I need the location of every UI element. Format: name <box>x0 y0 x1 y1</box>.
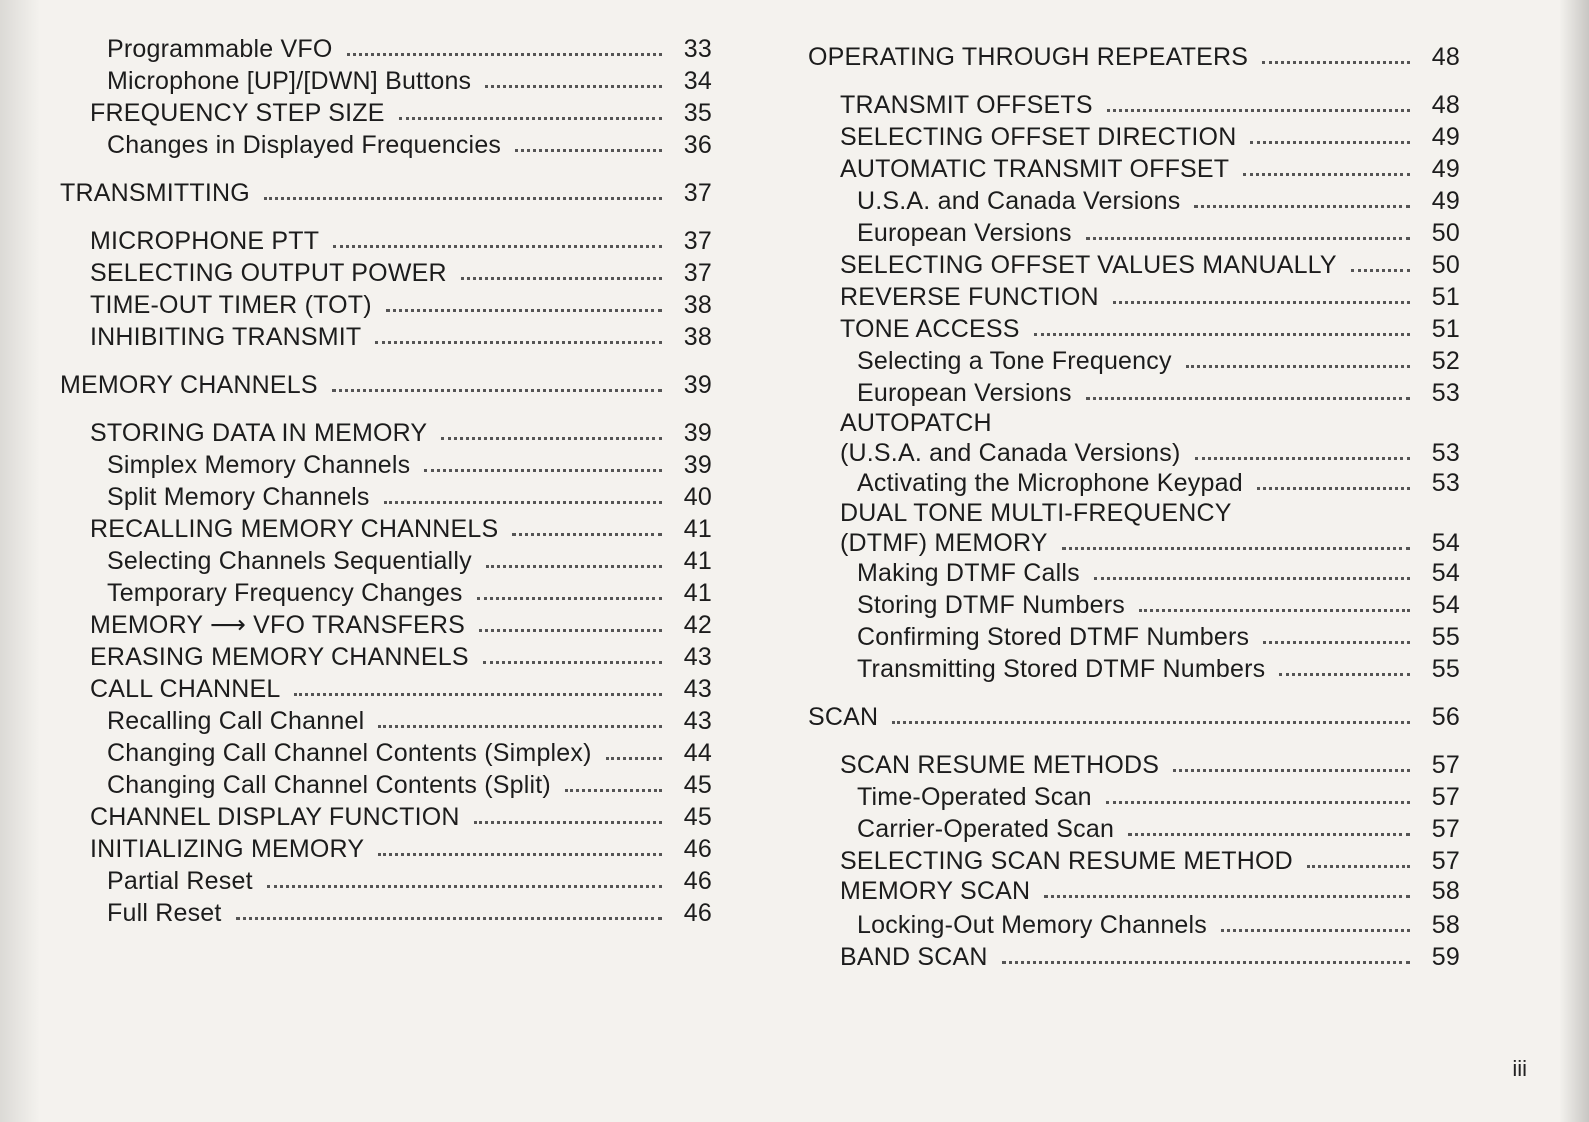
toc-entry-title: Making DTMF Calls <box>857 559 1080 587</box>
toc-entry <box>857 554 1460 588</box>
toc-entry-page-number: 43 <box>683 643 712 671</box>
toc-entry <box>90 830 712 864</box>
toc-entry-title: SELECTING OFFSET VALUES MANUALLY <box>840 251 1337 279</box>
toc-entry <box>840 310 1460 344</box>
dot-leader <box>236 917 662 920</box>
dot-leader <box>477 597 662 600</box>
toc-entry <box>90 414 712 448</box>
dot-leader <box>1139 609 1410 612</box>
toc-entry-title: MICROPHONE PTT <box>90 227 320 255</box>
toc-entry-page-number: 38 <box>683 323 712 351</box>
dot-leader <box>332 389 662 392</box>
dot-leader <box>1113 301 1410 304</box>
dot-leader <box>386 309 662 312</box>
toc-entry-title: (U.S.A. and Canada Versions) <box>840 439 1181 467</box>
dot-leader <box>1194 205 1410 208</box>
toc-entry-page-number: 50 <box>1431 251 1460 279</box>
toc-entry-page-number: 41 <box>683 515 712 543</box>
toc-entry-page-number: 54 <box>1431 591 1460 619</box>
toc-right-column <box>800 0 1480 1122</box>
dot-leader <box>1107 109 1410 112</box>
toc-entry <box>90 638 712 672</box>
toc-entry-page-number: 44 <box>683 739 712 767</box>
toc-entry-page-number: 59 <box>1431 943 1460 971</box>
toc-entry <box>840 278 1460 312</box>
toc-entry-page-number: 52 <box>1431 347 1460 375</box>
toc-entry-title: STORING DATA IN MEMORY <box>90 419 428 447</box>
toc-entry <box>107 62 712 96</box>
toc-entry-title: AUTOMATIC TRANSMIT OFFSET <box>840 155 1230 183</box>
toc-entry-title: Changes in Displayed Frequencies <box>107 131 502 159</box>
toc-entry-title: SCAN RESUME METHODS <box>840 751 1160 779</box>
toc-entry-page-number: 37 <box>683 259 712 287</box>
toc-entry-page-number: 46 <box>683 899 712 927</box>
toc-entry <box>107 734 712 768</box>
toc-entry-title: MEMORY CHANNELS <box>60 371 318 399</box>
toc-entry-page-number: 58 <box>1431 877 1460 905</box>
toc-entry <box>857 374 1460 408</box>
toc-entry-title: SELECTING OFFSET DIRECTION <box>840 123 1237 151</box>
toc-entry <box>808 38 1460 72</box>
toc-entry <box>857 182 1460 216</box>
toc-entry <box>107 126 712 160</box>
toc-entry-title: BAND SCAN <box>840 943 988 971</box>
toc-entry-title: TONE ACCESS <box>840 315 1020 343</box>
toc-entry <box>107 446 712 480</box>
toc-entry <box>107 478 712 512</box>
toc-entry-page-number: 55 <box>1431 623 1460 651</box>
toc-entry-title: MEMORY SCAN <box>840 877 1031 905</box>
dot-leader <box>1044 895 1410 898</box>
toc-entry-title: Selecting Channels Sequentially <box>107 547 472 575</box>
dot-leader <box>1086 397 1410 400</box>
page-edge-shadow <box>1559 0 1589 1122</box>
dot-leader <box>1173 769 1410 772</box>
dot-leader <box>1221 929 1410 932</box>
toc-entry-page-number: 53 <box>1431 469 1460 497</box>
toc-entry-title: Transmitting Stored DTMF Numbers <box>857 655 1266 683</box>
toc-entry-title: INITIALIZING MEMORY <box>90 835 365 863</box>
dot-leader <box>378 725 662 728</box>
toc-entry <box>90 94 712 128</box>
toc-entry-page-number: 37 <box>683 227 712 255</box>
toc-entry <box>60 174 712 208</box>
toc-entry-title: European Versions <box>857 379 1072 407</box>
toc-entry-page-number: 50 <box>1431 219 1460 247</box>
toc-entry <box>857 464 1460 498</box>
toc-entry <box>90 254 712 288</box>
toc-entry-title: Changing Call Channel Contents (Simplex) <box>107 739 592 767</box>
toc-entry-page-number: 39 <box>683 419 712 447</box>
toc-entry-page-number: 38 <box>683 291 712 319</box>
toc-entry-title: Partial Reset <box>107 867 253 895</box>
toc-entry <box>107 30 712 64</box>
page-number: iii <box>1512 1056 1527 1081</box>
toc-entry-title: Carrier-Operated Scan <box>857 815 1115 843</box>
dot-leader <box>1243 173 1410 176</box>
toc-entry <box>90 670 712 704</box>
toc-entry <box>808 698 1460 732</box>
toc-entry-title: Selecting a Tone Frequency <box>857 347 1172 375</box>
toc-entry-page-number: 45 <box>683 771 712 799</box>
toc-entry <box>107 542 712 576</box>
toc-entry-page-number: 51 <box>1431 283 1460 311</box>
dot-leader <box>1086 237 1410 240</box>
dot-leader <box>483 661 662 664</box>
toc-entry-title: TIME-OUT TIMER (TOT) <box>90 291 372 319</box>
toc-entry-page-number: 42 <box>683 611 712 639</box>
toc-entry-page-number: 41 <box>683 547 712 575</box>
toc-entry <box>857 342 1460 376</box>
toc-entry <box>107 862 712 896</box>
dot-leader <box>486 565 662 568</box>
toc-entry-title: Full Reset <box>107 899 222 927</box>
dot-leader <box>1351 269 1410 272</box>
toc-entry-title: RECALLING MEMORY CHANNELS <box>90 515 499 543</box>
toc-entry-page-number: 39 <box>683 451 712 479</box>
toc-entry-page-number: 37 <box>683 179 712 207</box>
toc-entry-page-number: 48 <box>1431 91 1460 119</box>
toc-entry-page-number: 40 <box>683 483 712 511</box>
toc-entry <box>107 766 712 800</box>
dot-leader <box>1307 865 1410 868</box>
toc-entry <box>840 872 1460 906</box>
toc-entry-title: TRANSMITTING <box>60 179 250 207</box>
toc-entry <box>840 118 1460 152</box>
toc-entry <box>857 618 1460 652</box>
dot-leader <box>1034 333 1410 336</box>
dot-leader <box>347 53 663 56</box>
dot-leader <box>1262 61 1410 64</box>
toc-entry <box>857 586 1460 620</box>
toc-entry <box>840 524 1460 558</box>
toc-entry-title: Microphone [UP]/[DWN] Buttons <box>107 67 472 95</box>
toc-entry-title: SELECTING OUTPUT POWER <box>90 259 447 287</box>
toc-entry-title: CALL CHANNEL <box>90 675 281 703</box>
dot-leader <box>474 821 662 824</box>
dot-leader <box>1257 487 1410 490</box>
dot-leader <box>1106 801 1410 804</box>
toc-entry <box>90 798 712 832</box>
dot-leader <box>479 629 662 632</box>
dot-leader <box>384 501 662 504</box>
dot-leader <box>515 149 662 152</box>
toc-entry-page-number: 57 <box>1431 783 1460 811</box>
toc-entry <box>857 650 1460 684</box>
dot-leader <box>1128 833 1410 836</box>
dot-leader <box>1195 457 1411 460</box>
toc-entry-page-number: 56 <box>1431 703 1460 731</box>
dot-leader <box>399 117 662 120</box>
dot-leader <box>333 245 662 248</box>
toc-entry <box>840 938 1460 972</box>
toc-entry-title: Confirming Stored DTMF Numbers <box>857 623 1250 651</box>
toc-entry <box>840 150 1460 184</box>
toc-entry <box>90 510 712 544</box>
dot-leader <box>1263 641 1410 644</box>
dot-leader <box>1062 547 1410 550</box>
toc-entry <box>107 894 712 928</box>
dot-leader <box>267 885 662 888</box>
toc-entry-page-number: 46 <box>683 867 712 895</box>
toc-entry-page-number: 55 <box>1431 655 1460 683</box>
toc-entry-page-number: 54 <box>1431 559 1460 587</box>
toc-entry-page-number: 41 <box>683 579 712 607</box>
toc-entry <box>840 842 1460 876</box>
toc-entry <box>90 286 712 320</box>
dot-leader <box>512 533 662 536</box>
toc-entry-page-number: 58 <box>1431 911 1460 939</box>
dot-leader <box>1186 365 1410 368</box>
toc-entry <box>107 702 712 736</box>
toc-entry-page-number: 53 <box>1431 439 1460 467</box>
toc-entry-title: REVERSE FUNCTION <box>840 283 1099 311</box>
toc-entry-title: DUAL TONE MULTI-FREQUENCY <box>840 499 1232 527</box>
dot-leader <box>294 693 662 696</box>
dot-leader <box>606 757 662 760</box>
toc-entry-page-number: 34 <box>683 67 712 95</box>
toc-entry-title: INHIBITING TRANSMIT <box>90 323 362 351</box>
toc-entry-page-number: 53 <box>1431 379 1460 407</box>
toc-entry <box>840 494 1460 528</box>
toc-entry <box>857 810 1460 844</box>
toc-entry-page-number: 57 <box>1431 751 1460 779</box>
toc-entry-page-number: 49 <box>1431 123 1460 151</box>
toc-entry-title: MEMORY ⟶ VFO TRANSFERS <box>90 611 466 639</box>
dot-leader <box>461 277 662 280</box>
toc-entry-title: AUTOPATCH <box>840 409 992 437</box>
dot-leader <box>565 789 662 792</box>
dot-leader <box>375 341 662 344</box>
toc-entry <box>857 906 1460 940</box>
toc-entry-page-number: 43 <box>683 707 712 735</box>
toc-entry <box>60 366 712 400</box>
dot-leader <box>1002 961 1410 964</box>
toc-entry <box>840 86 1460 120</box>
dot-leader <box>892 721 1410 724</box>
dot-leader <box>378 853 662 856</box>
dot-leader <box>1094 577 1410 580</box>
toc-entry-title: (DTMF) MEMORY <box>840 529 1048 557</box>
toc-entry-title: Programmable VFO <box>107 35 333 63</box>
toc-entry <box>107 574 712 608</box>
toc-entry-title: ERASING MEMORY CHANNELS <box>90 643 469 671</box>
toc-entry-title: Activating the Microphone Keypad <box>857 469 1243 497</box>
toc-entry-page-number: 35 <box>683 99 712 127</box>
toc-entry-page-number: 45 <box>683 803 712 831</box>
toc-entry <box>857 778 1460 812</box>
dot-leader <box>264 197 662 200</box>
toc-entry-title: FREQUENCY STEP SIZE <box>90 99 385 127</box>
toc-entry-title: Split Memory Channels <box>107 483 370 511</box>
toc-entry-page-number: 57 <box>1431 847 1460 875</box>
toc-entry-title: CHANNEL DISPLAY FUNCTION <box>90 803 460 831</box>
toc-entry-page-number: 46 <box>683 835 712 863</box>
toc-entry-title: OPERATING THROUGH REPEATERS <box>808 43 1249 71</box>
toc-entry-title: Time-Operated Scan <box>857 783 1092 811</box>
toc-entry-title: Locking-Out Memory Channels <box>857 911 1207 939</box>
dot-leader <box>1250 141 1410 144</box>
toc-entry-title: European Versions <box>857 219 1072 247</box>
toc-entry <box>90 222 712 256</box>
toc-entry-page-number: 48 <box>1431 43 1460 71</box>
toc-entry-title: Temporary Frequency Changes <box>107 579 463 607</box>
toc-entry-title: Simplex Memory Channels <box>107 451 411 479</box>
toc-entry-title: SELECTING SCAN RESUME METHOD <box>840 847 1293 875</box>
toc-entry-page-number: 49 <box>1431 187 1460 215</box>
toc-entry-page-number: 36 <box>683 131 712 159</box>
toc-entry-title: TRANSMIT OFFSETS <box>840 91 1093 119</box>
toc-entry-title: SCAN <box>808 703 879 731</box>
dot-leader <box>441 437 662 440</box>
toc-entry <box>857 214 1460 248</box>
toc-entry-page-number: 57 <box>1431 815 1460 843</box>
toc-entry-title: Storing DTMF Numbers <box>857 591 1125 619</box>
toc-entry <box>90 606 712 640</box>
toc-entry-page-number: 33 <box>683 35 712 63</box>
toc-entry <box>840 246 1460 280</box>
toc-entry <box>840 404 1460 438</box>
toc-entry <box>840 746 1460 780</box>
toc-entry-page-number: 43 <box>683 675 712 703</box>
toc-entry-page-number: 39 <box>683 371 712 399</box>
toc-entry-title: Changing Call Channel Contents (Split) <box>107 771 551 799</box>
toc-entry-page-number: 54 <box>1431 529 1460 557</box>
toc-entry <box>840 434 1460 468</box>
dot-leader <box>424 469 662 472</box>
dot-leader <box>1279 673 1410 676</box>
toc-entry-title: U.S.A. and Canada Versions <box>857 187 1181 215</box>
dot-leader <box>485 85 662 88</box>
toc-entry-title: Recalling Call Channel <box>107 707 365 735</box>
toc-entry <box>90 318 712 352</box>
toc-entry-page-number: 51 <box>1431 315 1460 343</box>
toc-left-column <box>0 0 740 1122</box>
toc-entry-page-number: 49 <box>1431 155 1460 183</box>
